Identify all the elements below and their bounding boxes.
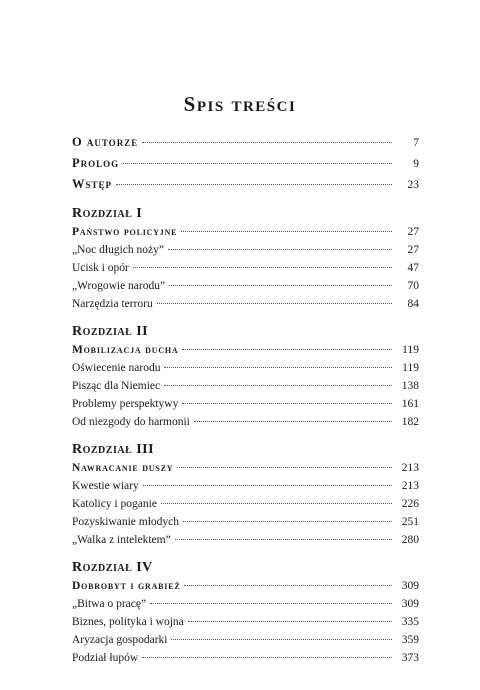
toc-entry-page: 309 [401,580,419,592]
toc-entry-label: „Wrogowie narodu” [72,280,166,292]
dot-leader [168,249,392,250]
toc-entry-label: Dobrobyt i grabież [72,580,181,592]
toc-entry-page: 27 [407,244,419,256]
dot-leader [164,385,392,386]
toc-entry-label: Prolog [72,156,120,170]
toc-entry-label: „Noc długich noży” [72,244,164,256]
toc-entry [72,513,419,531]
dot-leader [188,621,392,622]
toc-entry [72,631,419,649]
toc-entry-label: Od niezgody do harmonii [72,416,190,428]
chapter-subtitle [72,341,419,359]
toc-entry-page: 119 [402,362,419,374]
table-of-contents [72,132,419,667]
toc-entry-label: Pisząc dla Niemiec [72,380,161,392]
toc-entry-label: Katolicy i poganie [72,498,157,510]
chapter-heading: Rozdział II [72,324,149,339]
toc-entry [72,595,419,613]
dot-leader [157,303,392,304]
dot-leader [182,349,392,350]
toc-entry-page: 84 [407,298,419,310]
toc-entry [72,241,419,259]
toc-entry-label: Nawracanie duszy [72,462,174,474]
toc-entry-label: Podział łupów [72,652,139,664]
toc-entry-page: 27 [407,226,419,238]
toc-entry-label: Problemy perspektywy [72,398,179,410]
toc-entry-page: 7 [413,137,419,149]
dot-leader [177,467,392,468]
toc-entry-label: Pozyskiwanie młodych [72,516,179,528]
dot-leader [116,184,392,185]
toc-entry-page: 138 [401,380,419,392]
toc-entry-page: 359 [401,634,419,646]
toc-entry-page: 213 [401,480,419,492]
toc-entry-page: 47 [407,262,419,274]
toc-entry-label: Oświecenie narodu [72,362,161,374]
toc-entry-introduction [72,174,419,195]
chapter-heading: Rozdział III [72,442,155,457]
toc-entry-page: 309 [401,598,419,610]
dot-leader [194,421,392,422]
toc-entry-page: 335 [401,616,419,628]
chapter-heading: Rozdział I [72,206,143,221]
toc-entry [72,477,419,495]
dot-leader [161,503,392,504]
toc-entry-page: 70 [407,280,419,292]
dot-leader [183,521,392,522]
toc-entry-label: Aryzacja gospodarki [72,634,168,646]
toc-entry-label: Biznes, polityka i wojna [72,616,184,628]
toc-entry-page: 251 [401,516,419,528]
dot-leader [171,639,392,640]
dot-leader [184,585,392,586]
toc-entry-label: Narzędzia terroru [72,298,153,310]
toc-entry [72,613,419,631]
dot-leader [142,657,392,658]
dot-leader [169,285,392,286]
chapter-subtitle [72,459,419,477]
toc-entry-about-author [72,132,419,153]
dot-leader [182,403,392,404]
chapter-subtitle [72,223,419,241]
toc-entry-label: „Walka z intelektem” [72,534,171,546]
dot-leader [123,163,392,164]
chapter-subtitle [72,577,419,595]
toc-entry [72,259,419,277]
dot-leader [181,231,392,232]
toc-entry-label: Kwestie wiary [72,480,139,492]
dot-leader [150,603,392,604]
toc-entry-label: Ucisk i opór [72,262,129,274]
toc-entry-page: 213 [401,462,419,474]
toc-entry-label: Mobilizacja ducha [72,344,179,356]
toc-entry-page: 280 [401,534,419,546]
dot-leader [175,539,392,540]
toc-entry-label: Państwo policyjne [72,226,178,238]
toc-entry [72,649,419,667]
toc-entry-prologue [72,153,419,174]
page-title: Spis treści [183,92,297,116]
toc-entry-page: 161 [401,398,419,410]
toc-entry-page: 182 [401,416,419,428]
toc-entry-page: 119 [402,344,419,356]
toc-entry [72,531,419,549]
dot-leader [164,367,392,368]
toc-entry [72,495,419,513]
toc-entry-label: „Bitwa o pracę” [72,598,147,610]
dot-leader [133,267,392,268]
toc-entry-page: 9 [413,158,419,170]
dot-leader [143,485,392,486]
chapter-heading: Rozdział IV [72,560,153,575]
toc-entry [72,359,419,377]
toc-entry [72,277,419,295]
toc-entry-label: O autorze [72,135,139,149]
toc-entry-label: Wstęp [72,177,113,191]
dot-leader [142,142,392,143]
toc-entry-page: 226 [401,498,419,510]
toc-entry-page: 373 [401,652,419,664]
toc-entry-page: 23 [407,179,419,191]
toc-entry [72,377,419,395]
toc-entry [72,295,419,313]
toc-entry [72,413,419,431]
toc-entry [72,395,419,413]
